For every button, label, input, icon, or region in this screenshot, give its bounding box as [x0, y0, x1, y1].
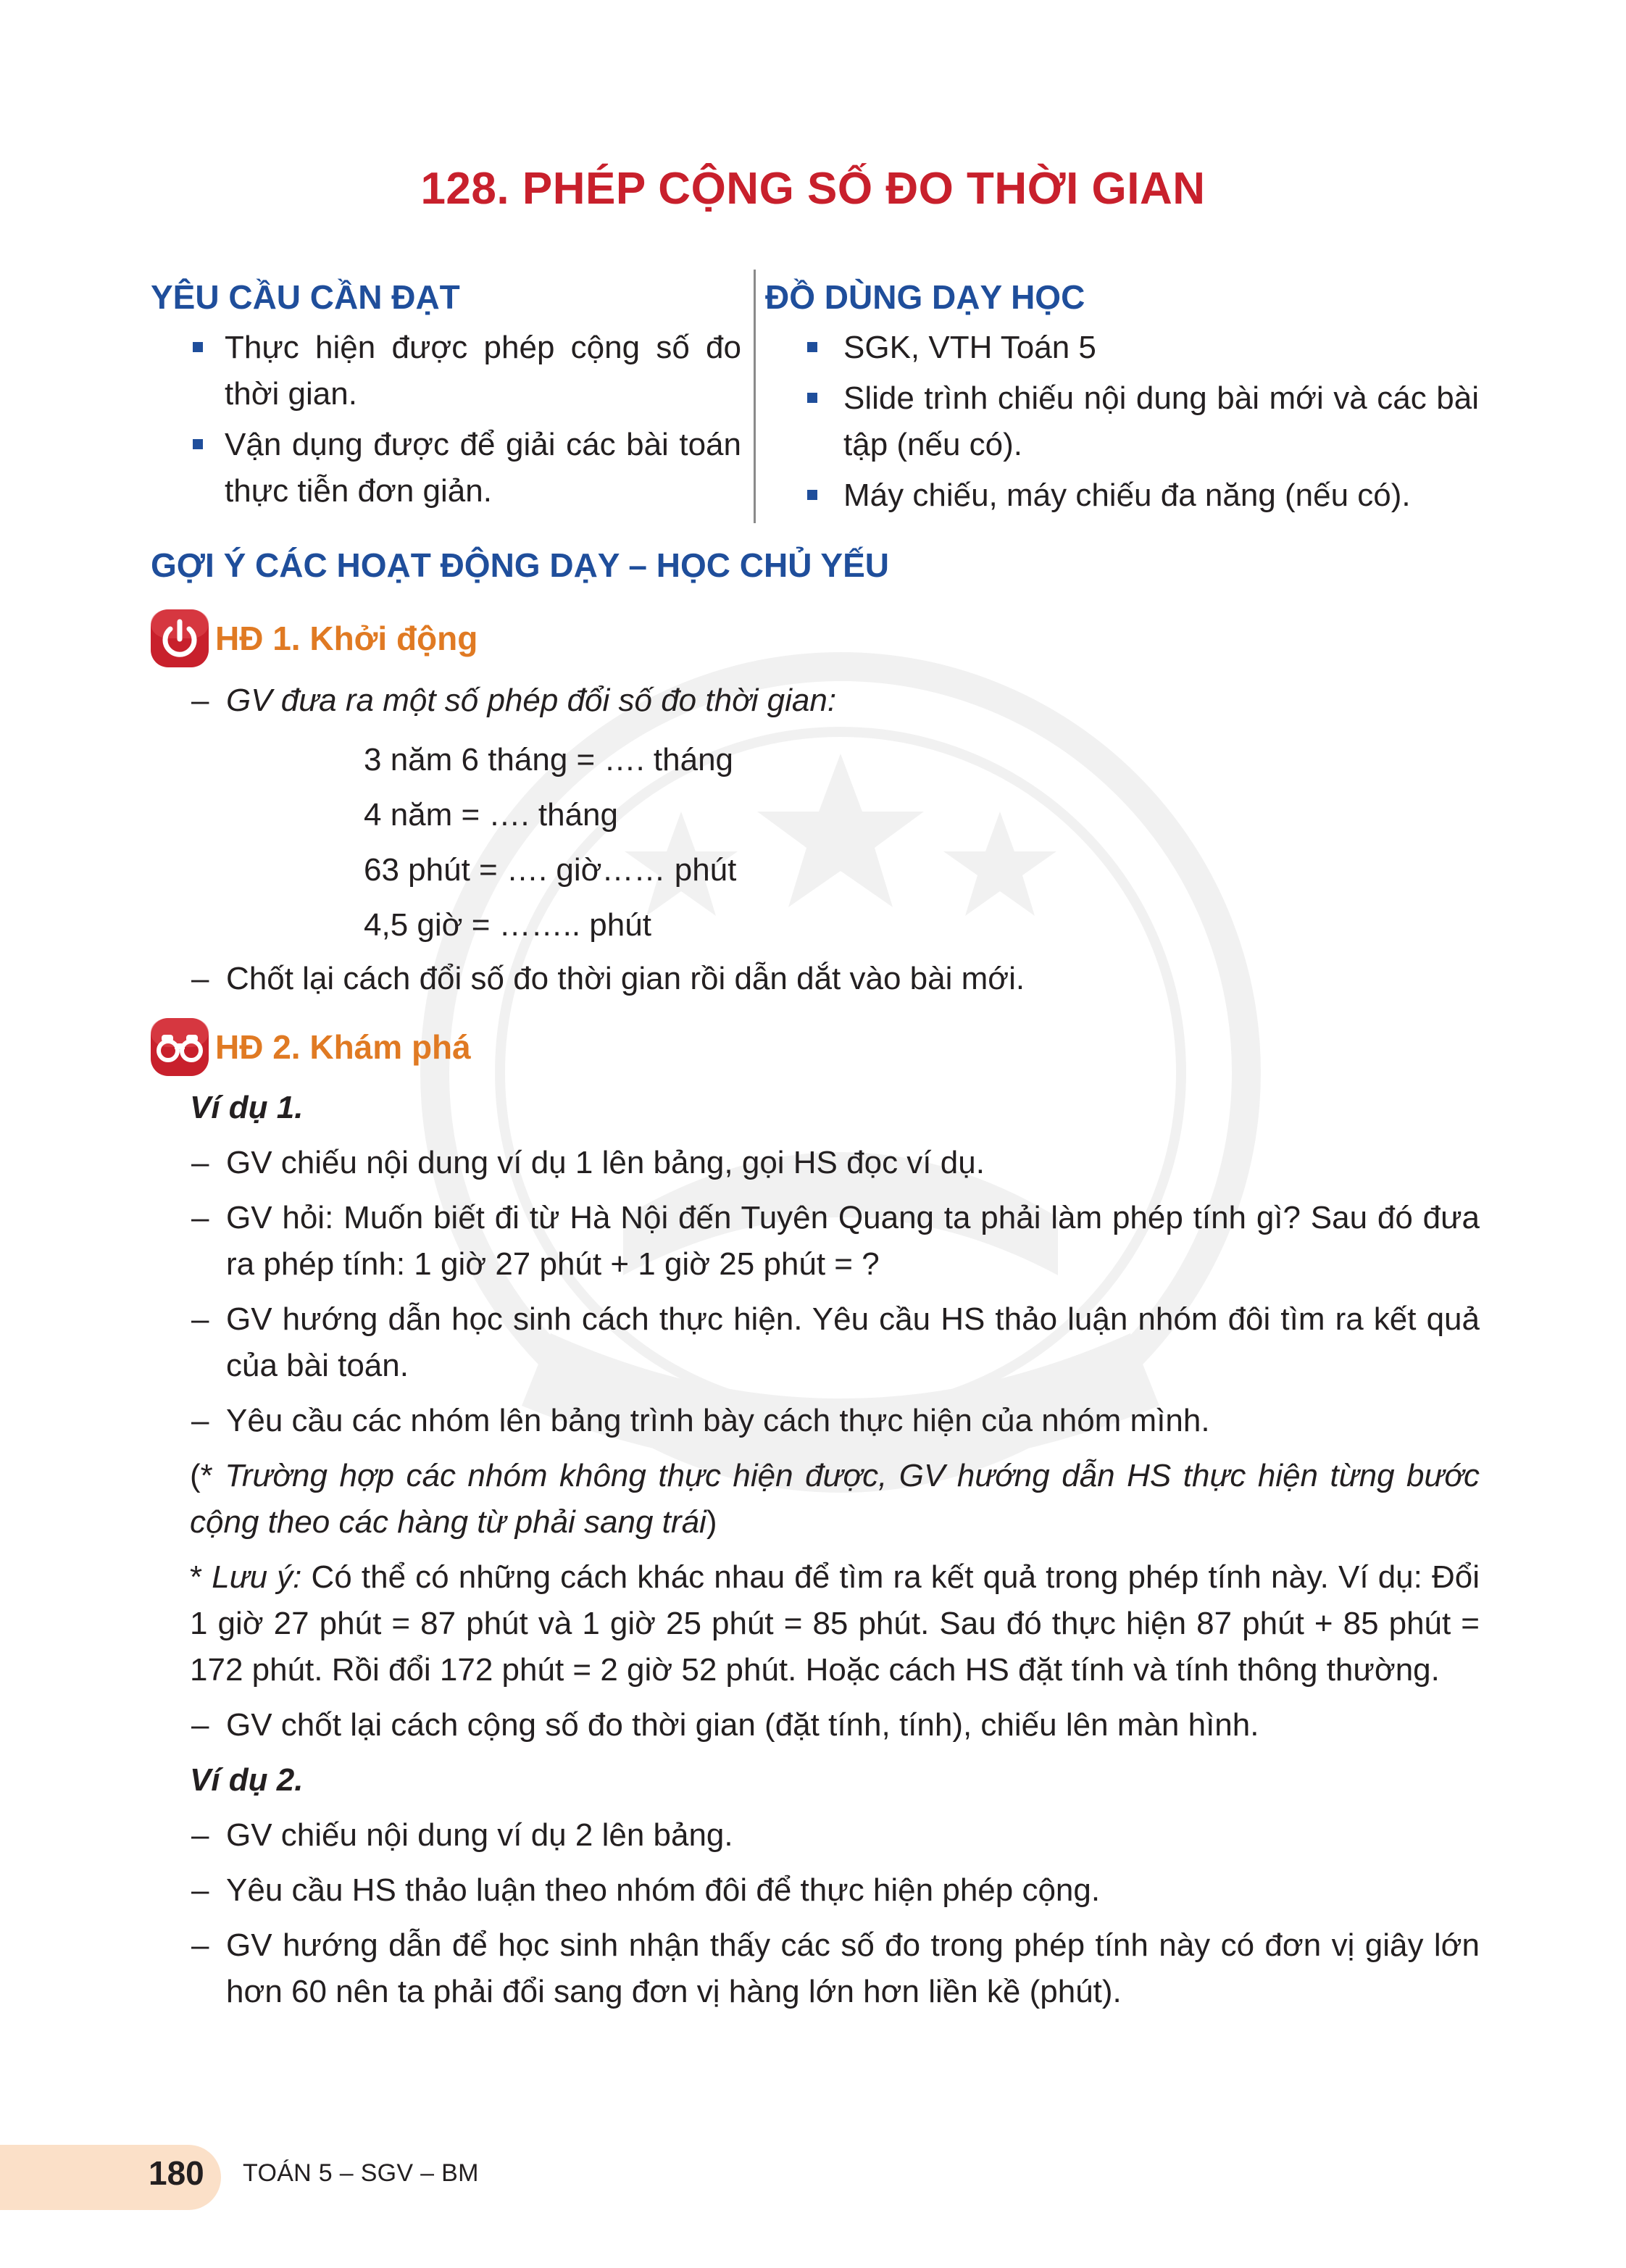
dash-bullet: –	[191, 1707, 209, 1743]
list-item	[190, 956, 1480, 1002]
list-item-text: Yêu cầu các nhóm lên bảng trình bày cách thực hiện của nhóm mình.	[226, 1403, 1210, 1438]
hd2-title: HĐ 2. Khám phá	[215, 1028, 471, 1066]
square-bullet-icon	[193, 439, 203, 449]
list-item	[190, 1140, 1480, 1186]
note-2	[190, 1554, 1480, 1693]
list-item-text: SGK, VTH Toán 5	[843, 330, 1096, 365]
list-item	[190, 1296, 1480, 1389]
list-item	[190, 1867, 1480, 1914]
list-item-text: GV hướng dẫn để học sinh nhận thấy các số đo trong phép tính này có đơn vị giây lớn hơn 60 nên ta phải đổi sang đơn vị hàng lớn hơn liền kề (phút).	[226, 1927, 1480, 2009]
note-1	[190, 1453, 1480, 1546]
list-item	[151, 422, 741, 514]
materials-section	[765, 275, 1479, 523]
square-bullet-icon	[807, 490, 817, 500]
note-2-text: Có thể có những cách khác nhau để tìm ra kết quả trong phép tính này. Ví dụ: Đổi 1 giờ 27 phút = 87 phút và 1 giờ 25 phút = 85 phút. Sau đó thực hiện 87 phút + 85 phút = 172 phút. Rồi đổi 172 phút = 2 giờ 52 phút. Hoặc cách HS đặt tính và tính thông thường.	[190, 1559, 1480, 1688]
requirements-heading: YÊU CẦU CẦN ĐẠT	[151, 278, 460, 316]
activities-heading: GỢI Ý CÁC HOẠT ĐỘNG DẠY – HỌC CHỦ YẾU	[151, 546, 889, 584]
equation-line: 4,5 giờ = …….. phút	[364, 907, 651, 943]
dash-bullet: –	[191, 1200, 209, 1235]
note-open: (*	[190, 1458, 225, 1493]
hd1-title: HĐ 1. Khởi động	[215, 620, 478, 657]
equation-line: 3 năm 6 tháng = …. tháng	[364, 742, 734, 777]
list-item-text: Slide trình chiếu nội dung bài mới và các bài tập (nếu có).	[843, 380, 1479, 462]
list-item	[190, 1398, 1480, 1444]
equation-line: 63 phút = …. giờ…… phút	[364, 852, 737, 888]
dash-bullet: –	[191, 1872, 209, 1908]
square-bullet-icon	[807, 393, 817, 403]
list-item	[765, 325, 1479, 371]
list-item-text: GV chốt lại cách cộng số đo thời gian (đặt tính, tính), chiếu lên màn hình.	[226, 1707, 1259, 1743]
page-number: 180	[149, 2154, 204, 2192]
hd1-header	[149, 607, 478, 670]
square-bullet-icon	[193, 342, 203, 352]
example1-label: Ví dụ 1.	[190, 1090, 304, 1125]
lesson-title: 128. PHÉP CỘNG SỐ ĐO THỜI GIAN	[420, 164, 1206, 214]
list-item-text: Máy chiếu, máy chiếu đa năng (nếu có).	[843, 478, 1411, 513]
list-item	[765, 375, 1479, 468]
list-item-text: Thực hiện được phép cộng số đo thời gian.	[225, 330, 741, 412]
dash-bullet: –	[191, 1403, 209, 1438]
note-1-text: Trường hợp các nhóm không thực hiện được, GV hướng dẫn HS thực hiện từng bước cộng theo các hàng từ phải sang trái	[190, 1458, 1480, 1540]
dash-bullet: –	[191, 1817, 209, 1853]
dash-bullet: –	[191, 961, 209, 996]
hd1-content	[190, 678, 1480, 1011]
note-close: )	[706, 1504, 717, 1540]
list-item-text: Yêu cầu HS thảo luận theo nhóm đôi để thực hiện phép cộng.	[226, 1872, 1101, 1908]
requirements-list	[151, 325, 741, 514]
footer-book-title: TOÁN 5 – SGV – BM	[243, 2159, 479, 2187]
dash-bullet: –	[191, 1927, 209, 1963]
hd2-content	[190, 1085, 1480, 2024]
note-2-prefix: *	[190, 1559, 212, 1595]
hd1-intro: GV đưa ra một số phép đổi số đo thời gian:	[226, 683, 837, 718]
list-item	[190, 1195, 1480, 1288]
dash-bullet: –	[191, 1145, 209, 1180]
requirements-section	[151, 275, 741, 519]
dash-bullet: –	[191, 1301, 209, 1337]
list-item-text: GV chiếu nội dung ví dụ 2 lên bảng.	[226, 1817, 733, 1853]
hd1-closing: Chốt lại cách đổi số đo thời gian rồi dẫn dắt vào bài mới.	[226, 961, 1025, 996]
list-item-text: GV hỏi: Muốn biết đi từ Hà Nội đến Tuyên Quang ta phải làm phép tính gì? Sau đó đưa ra phép tính: 1 giờ 27 phút + 1 giờ 25 phút = ?	[226, 1200, 1480, 1282]
hd2-header	[149, 1016, 471, 1078]
list-item-text: GV chiếu nội dung ví dụ 1 lên bảng, gọi HS đọc ví dụ.	[226, 1145, 985, 1180]
power-icon	[149, 607, 211, 670]
list-item	[190, 1702, 1480, 1748]
materials-list	[765, 325, 1479, 519]
list-item	[765, 472, 1479, 519]
materials-heading: ĐỒ DÙNG DẠY HỌC	[765, 278, 1085, 316]
note-2-label: Lưu ý:	[212, 1559, 302, 1595]
dash-bullet: –	[191, 683, 209, 718]
list-item	[190, 678, 1480, 724]
list-item	[190, 1812, 1480, 1859]
square-bullet-icon	[807, 342, 817, 352]
example2-label: Ví dụ 2.	[190, 1762, 304, 1798]
list-item-text: Vận dụng được để giải các bài toán thực tiễn đơn giản.	[225, 427, 741, 509]
column-divider	[754, 270, 756, 523]
binoculars-icon	[149, 1016, 211, 1078]
equation-line: 4 năm = …. tháng	[364, 797, 618, 833]
list-item-text: GV hướng dẫn học sinh cách thực hiện. Yêu cầu HS thảo luận nhóm đôi tìm ra kết quả của bài toán.	[226, 1301, 1480, 1383]
list-item	[151, 325, 741, 417]
list-item	[190, 1922, 1480, 2015]
